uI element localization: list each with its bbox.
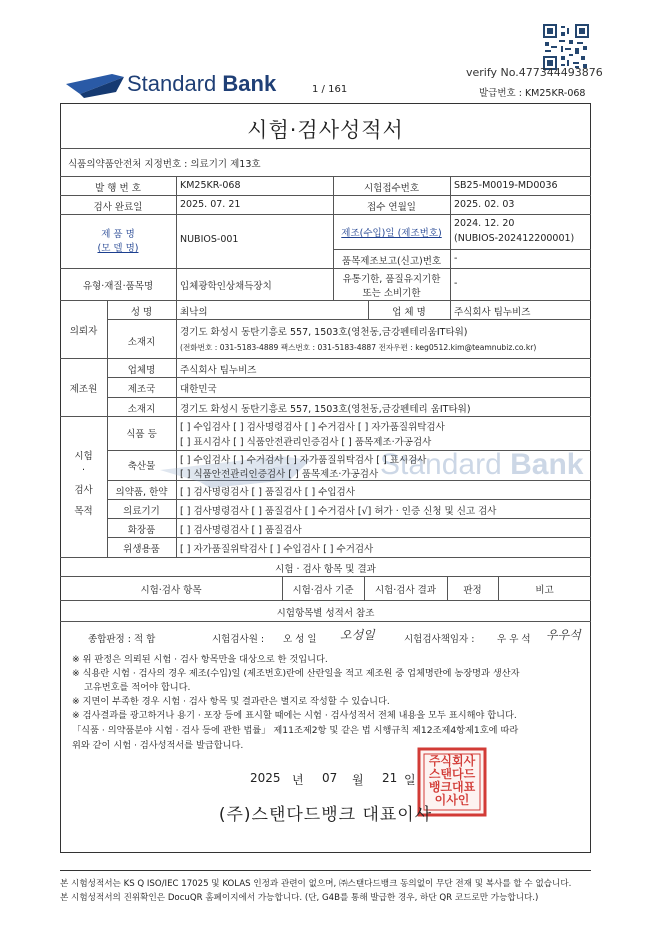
device-options: [ ] 검사명령검사 [ ] 품질검사 [ ] 수거검사 [√] 허가 · 인증 신청 및 신고 검사 [180, 506, 497, 517]
tester-signature: 오성일 [340, 628, 375, 642]
product-value: NUBIOS-001 [180, 234, 239, 245]
chief-label: 시험검사책임자 : [404, 634, 475, 645]
client-company-value: 주식회사 팀누비즈 [454, 307, 531, 318]
drug-options: [ ] 검사명령검사 [ ] 품질검사 [ ] 수입검사 [180, 487, 355, 498]
results-reference: 시험항목별 성적서 참조 [276, 608, 375, 619]
representative: (주)스탠다드뱅크 대표이사 [218, 805, 433, 825]
date-day: 21 [382, 771, 398, 785]
issue-value: KM25KR-068 [180, 180, 241, 191]
mfg-date-label: 제조(수입)일 (제조번호) [341, 228, 442, 239]
col-remark: 비고 [535, 585, 554, 596]
note-1: ※ 위 판정은 의뢰된 시험 · 검사 항목만을 대상으로 한 것입니다. [72, 654, 328, 665]
footer-line-1: 본 시험성적서는 KS Q ISO/IEC 17025 및 KOLAS 인정과 관련이 없으며, ㈜스탠다드뱅크 동의없이 무단 전재 및 복사를 할 수 없습니다. [60, 879, 572, 889]
type-label: 유형·재질·품목명 [82, 281, 154, 292]
tester-name: 오 성 일 [283, 634, 317, 645]
tester-label: 시험검사원 : [212, 634, 265, 645]
food-options-1: [ ] 수입검사 [ ] 검사명령검사 [ ] 수거검사 [ ] 자가품질위탁검사 [180, 422, 445, 433]
note-2: ※ 식용란 시험 · 검사의 경우 제조(수입)일 (제조번호)란에 산란일을 적고 제조원 중 업체명란에 농장명과 생산자 [72, 668, 520, 679]
issue-label: 발 행 번 호 [95, 183, 141, 194]
receipt-label: 시험접수번호 [363, 183, 420, 194]
received-label: 접수 연월일 [367, 202, 416, 213]
qr-code-icon[interactable] [543, 24, 589, 70]
hygiene-label: 위생용품 [123, 544, 160, 555]
chief-name: 우 우 석 [497, 634, 531, 645]
note-5-cont: 위와 같이 시험 · 검사성적서를 발급합니다. [72, 740, 244, 751]
document-title: 시험·검사성적서 [247, 118, 404, 142]
standard-bank-logo-icon [66, 72, 124, 98]
receipt-value: SB25-M0019-MD0036 [454, 180, 558, 191]
overall-verdict: 종합판정 : 적 합 [88, 634, 156, 645]
maker-address-label: 소재지 [127, 404, 156, 415]
purpose-label-2: · [81, 465, 86, 476]
shelf-life-label-2: 또는 소비기한 [362, 288, 421, 299]
client-address-value: 경기도 화성시 동탄기흥로 557, 1503호(영천동,금강펜테리움IT타워) [180, 327, 468, 338]
note-2-cont: 고유번호를 적어야 합니다. [84, 682, 191, 693]
completion-label: 검사 완료일 [93, 202, 143, 213]
food-options-2: [ ] 표시검사 [ ] 식품안전관리인증검사 [ ] 품목제조·가공검사 [180, 437, 432, 448]
country-label: 제조국 [127, 384, 156, 395]
manufacturer-label: 제조원 [69, 384, 98, 395]
device-label: 의료기기 [123, 506, 160, 517]
livestock-options-1: [ ] 수입검사 [ ] 수거검사 [ ] 자가품질위탁검사 [ ] 표시검사 [180, 455, 427, 466]
drug-label: 의약품, 한약 [115, 487, 168, 498]
footer-line-2: 본 시험성적서의 진위확인은 DocuQR 홈페이지에서 가능합니다. (단, G4B를 통해 발급한 경우, 하단 QR 코드로만 가능합니다.) [60, 893, 539, 903]
purpose-label-3: 검사 [74, 485, 93, 496]
note-3: ※ 지면이 부족한 경우 시험 · 검사 항목 및 결과란은 별지로 작성할 수 있습니다. [72, 696, 390, 707]
date-month-unit: 월 [352, 773, 364, 787]
food-label: 식품 등 [126, 429, 157, 440]
completion-value: 2025. 07. 21 [180, 199, 241, 210]
purpose-label-4: 목적 [74, 506, 93, 517]
chief-signature: 우우석 [546, 628, 581, 642]
note-4: ※ 검사결과를 광고하거나 용기 · 포장 등에 표시할 때에는 시험 · 검사성적서 전체 내용을 모두 표시해야 합니다. [72, 710, 517, 721]
brand-name: Standard Bank [127, 71, 277, 96]
note-5: 「식품 · 의약품분야 시험 · 검사 등에 관한 법률」 제11조제2항 및 같은 법 시행규칙 제12조제4항제1호에 따라 [72, 725, 519, 736]
cosmetic-options: [ ] 검사명령검사 [ ] 품질검사 [180, 525, 302, 536]
page-number: 1 / 161 [312, 84, 348, 95]
col-standard: 시험·검사 기준 [292, 585, 354, 596]
livestock-options-2: [ ] 식품안전관리인증검사 [ ] 품목제조·가공검사 [180, 469, 379, 480]
report-number-value: - [454, 253, 458, 264]
client-contact-value: (전화번호 : 031-5183-4889 팩스번호 : 031-5183-4887 전자우편 : keg0512.kim@teamnubiz.co.kr) [180, 343, 537, 352]
received-value: 2025. 02. 03 [454, 199, 515, 210]
maker-company-value: 주식회사 팀누비즈 [180, 365, 257, 376]
client-address-label: 소재지 [127, 337, 156, 348]
date-year: 2025 [250, 771, 281, 785]
results-header: 시험 · 검사 항목 및 결과 [275, 564, 376, 575]
col-verdict: 판정 [463, 585, 482, 596]
mfg-serial-value: (NUBIOS-202412200001) [454, 233, 575, 244]
cosmetic-label: 화장품 [127, 525, 156, 536]
client-label: 의뢰자 [69, 326, 98, 337]
maker-address-value: 경기도 화성시 동탄기흥로 557, 1503호(영천동,금강펜테리 움IT타워) [180, 404, 471, 415]
client-company-label: 업 체 명 [392, 307, 426, 318]
verify-number: verify No.477344493876 [466, 66, 603, 79]
date-year-unit: 년 [292, 773, 304, 787]
client-name-label: 성 명 [130, 307, 153, 318]
designation-number: 식품의약품안전처 지정번호 : 의료기기 제13호 [68, 159, 261, 170]
seal-text: 주식회사스탠다드뱅크대표이사인 [428, 754, 476, 807]
purpose-label-1: 시험 [74, 451, 93, 462]
model-label: (모 델 명) [97, 243, 139, 254]
shelf-life-label: 유통기한, 품질유지기한 [342, 274, 441, 285]
product-label: 제 품 명 [101, 229, 135, 240]
watermark-text: Standard Bank [380, 448, 584, 481]
col-item: 시험·검사 항목 [140, 585, 202, 596]
report-number-label: 품목제조보고(신고)번호 [341, 256, 442, 267]
livestock-label: 축산물 [127, 461, 156, 472]
type-value: 입체광학인상채득장치 [180, 281, 272, 292]
maker-company-label: 업체명 [127, 365, 156, 376]
issue-number: 발급번호 : KM25KR-068 [479, 88, 586, 99]
date-day-unit: 일 [404, 773, 416, 787]
country-value: 대한민국 [180, 384, 217, 395]
shelf-life-value: - [454, 278, 458, 289]
hygiene-options: [ ] 자가품질위탁검사 [ ] 수입검사 [ ] 수거검사 [180, 544, 374, 555]
mfg-date-value: 2024. 12. 20 [454, 218, 515, 229]
client-name-value: 최낙의 [180, 307, 208, 318]
col-result: 시험·검사 결과 [374, 585, 437, 596]
date-month: 07 [322, 771, 338, 785]
